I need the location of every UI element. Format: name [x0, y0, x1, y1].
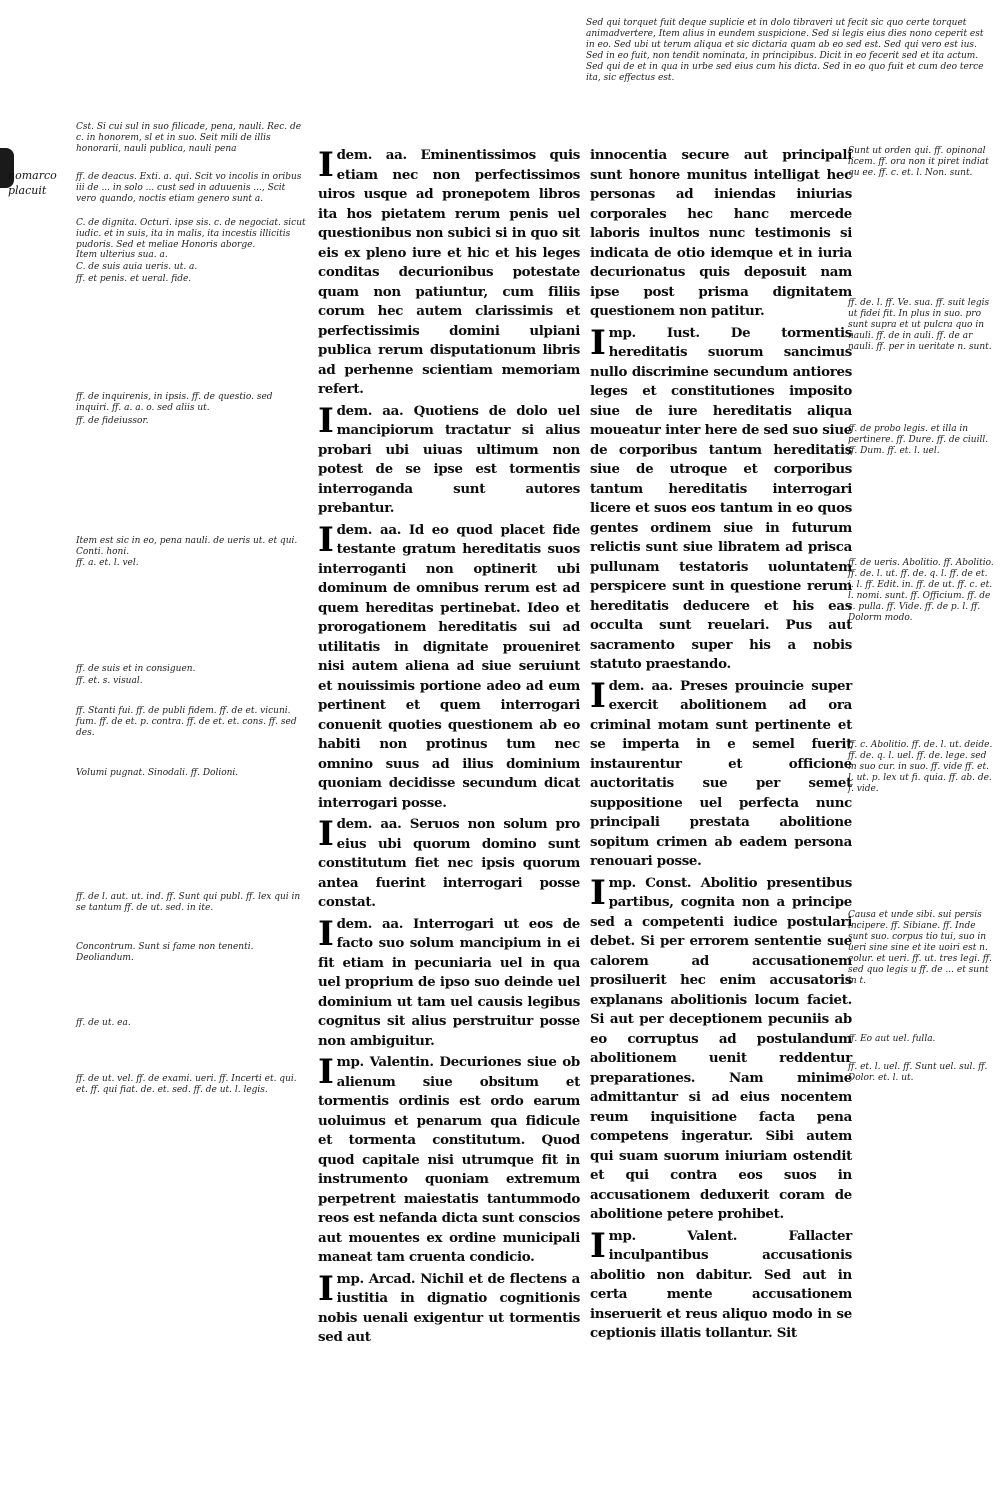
right-gloss: ff. c. Abolitio. ff. de. l. ut. deide. ff. de. q. l. uel. ff. de. lege. sed in suo cur. in suo. ff. vide ff. et. l. ut. p. lex ut fi. quia. ff. ab. de. f. vide.	[848, 740, 993, 794]
initial-letter: I	[590, 675, 606, 716]
left-gloss: ff. et penis. et ueral. fide.	[76, 274, 192, 284]
initial-letter: I	[590, 322, 606, 363]
left-gloss: ff. a. et. l. vel.	[76, 558, 139, 568]
right-gloss: ff. Eo aut uel. fulla.	[848, 1034, 936, 1044]
initial-letter: I	[318, 814, 334, 854]
paragraph-text: mp. Valentin. Decuriones siue ob alienum siue obsitum et tormentis ordinis est ordo earum uoluimus et penarum qua fidicule et tormenta constitutum. Quod quod capitale nisi utrumque fit in instrumento quoniam extremum perpetrent maiestatis tantummodo reos est nefanda dicta sunt conscios aut mouentes ex ordine municipali maneat tam cruenta condicio.	[318, 1054, 580, 1265]
initial-letter: I	[318, 145, 334, 185]
initial-letter: I	[590, 872, 606, 913]
paragraph	[590, 1227, 852, 1344]
left-gloss: ff. de suis et in consiguen.	[76, 664, 196, 674]
paragraph-text: dem. aa. Id eo quod placet fide testante gratum hereditatis suos interroganti non optinerit ubi dominum de omnibus rerum est ad quem hereditas pertinebat. Ideo et prorogationem hereditatis sui ad utilitatis in dignitate proueniret nisi autem aliena ad siue seruiunt et nouissimis portione adeo ad eum pertinent et quem interrogari conuenit quoties questionem ab eo habiti non protinus tum nec omnino suus ad ilius dominium quoniam decidisse secundum dicat interrogari posse.	[318, 521, 580, 811]
initial-letter: I	[318, 1052, 334, 1092]
left-gloss: Item ulterius sua. a.	[76, 250, 168, 260]
initial-letter: I	[318, 913, 334, 954]
left-gloss: Concontrum. Sunt si fame non tenenti. Deoliandum.	[76, 942, 254, 963]
paragraph	[590, 874, 852, 1225]
paragraph	[318, 1053, 580, 1268]
left-gloss: ff. de fideiussor.	[76, 416, 149, 426]
paragraph	[318, 402, 580, 519]
paragraph-text: mp. Valent. Fallacter inculpantibus accusationis abolitio non dabitur. Sed aut in certa mente accusationem inseruerit et reus aliquo modo in se ceptionis illatis tollantur. Sit	[590, 1227, 852, 1341]
paragraph-text: dem. aa. Preses prouincie super exercit abolitionem ad ora criminal motam sunt pertinente et se imperta in e semel fuerit instaurentur et officione auctoritatis sue per semet suppositione uel perfecta nunc principali prestata abolitione sopitum crimen ab eadem persona renouari posse.	[590, 677, 852, 869]
right-gloss: ff. de ueris. Abolitio. ff. Abolitio. ff. de. l. ut. ff. de. q. l. ff. de et. i. l. ff. Edit. in. ff. de ut. ff. c. et. l. nomi. sunt. ff. Officium. ff. de s. pulla. ff. Vide. ff. de p. l. ff. Dolorm modo.	[848, 558, 994, 623]
left-gloss: ff. de ut. vel. ff. de exami. ueri. ff. Incerti et. qui. et. ff. qui fiat. de. et. sed. ff. de ut. l. legis.	[76, 1074, 297, 1095]
left-gloss: ff. et. s. visual.	[76, 676, 143, 686]
left-gloss: Volumi pugnat. Sinodali. ff. Dolioni.	[76, 768, 239, 778]
paragraph	[318, 915, 580, 1052]
initial-letter: I	[318, 519, 334, 560]
right-gloss: ff. de probo legis. et illa in pertinere. ff. Dure. ff. de ciuill. ff. Dum. ff. et. l. uel.	[848, 424, 989, 456]
top-gloss: Sed qui torquet fuit deque suplicie et in dolo tibraveri ut fecit sic quo certe torquet animadvertere, Item alius in eundem suspicione. Sed si legis eius dies nono ceperit est in eo. Sed ubi ut terum aliqua et sic dictaria quam ab eo sed est. Sed qui vero est ius. Sed in eo fuit, non tendit nominata, in principibus. Dicit in eo fecerit sed et ita actum. Sed qui de et in qua in urbe sed eius cum his dicta. Sed in eo quo fuit et cum deo terce ita, sic effectus est.	[586, 18, 984, 83]
initial-letter: I	[590, 1225, 606, 1266]
left-gloss: Item est sic in eo, pena nauli. de ueris ut. et qui. Conti. honi.	[76, 536, 298, 557]
left-gloss: ff. de l. aut. ut. ind. ff. Sunt qui publ. ff. lex qui in se tantum ff. de ut. sed. in ite.	[76, 892, 301, 913]
paragraph	[590, 677, 852, 872]
left-gloss: C. de suis auia ueris. ut. a.	[76, 262, 198, 272]
left-gloss: ff. de ut. ea.	[76, 1018, 131, 1028]
right-gloss: ff. et. l. uel. ff. Sunt uel. sul. ff. Dolor. et. l. ut.	[848, 1062, 988, 1083]
left-gloss: C. de dignita. Octuri. ipse sis. c. de negociat. sicut iudic. et in suis, ita in malis, ita incestis illicitis pudoris. Sed et meliae Honoris aborge.	[76, 218, 306, 250]
paragraph-text: innocentia secure aut principali sunt honore munitus intelligat hec personas ad iniendas iniurias corporales hec hanc mercede laboris inultos nunc testimonis si indicata de otio idemque et in iuria decurionatus quis deposuit nam ipse post prisma dignitatem questionem non patitur.	[590, 147, 852, 319]
left-gloss: ff. de inquirenis, in ipsis. ff. de questio. sed inquiri. ff. a. a. o. sed aliis ut.	[76, 392, 273, 413]
text-column-1	[318, 145, 580, 1345]
paragraph-text: dem. aa. Interrogari ut eos de facto suo solum mancipium in ei fit etiam in pecuniaria uel in qua uel proprium de ipso suo deinde uel dominium ut tam uel causis legibus cognitus sit alius perstruitur posse non ambiguitur.	[318, 915, 580, 1049]
paragraph-text: mp. Arcad. Nichil et de flectens a iustitia in dignatio cognitionis nobis uenali exigentur ut tormentis sed aut	[318, 1270, 580, 1345]
paragraph	[318, 521, 580, 814]
paragraph	[590, 146, 852, 322]
paragraph-text: dem. aa. Eminentissimos quis etiam nec non perfectissimos uiros usque ad pronepotem libros ita hos pietatem rerum penis uel questionibus non subici si in quo sit eis ex pleno iure et hic et his leges conditas decurionibus potestate quam non patiuntur, cum filiis corum hec autem clarissimis et perfectissimis domini ulpiani publica rerum disputationum libris ad perhenne scientiam memoriam refert.	[318, 147, 580, 397]
right-gloss: Sunt ut orden qui. ff. opinonal licem. ff. ora non it piret indiat qu ee. ff. c. et. l. Non. sunt.	[848, 146, 989, 178]
paragraph	[318, 815, 580, 913]
marginal-name-note: nomarco placuit	[8, 169, 57, 197]
text-column-2	[590, 146, 852, 1341]
initial-letter: I	[318, 400, 334, 441]
paragraph-text: mp. Const. Abolitio presentibus partibus, cognita non a principe sed a competenti iudice postulari debet. Si per errorem sententie sue calorem ad accusationem prosiluerit hec enim accusatoris explanans abolitionis locum faciet. Si aut per deceptionem pecuniis ab eo corruptus ad postulandum abolitionem uenit reddentur preparationes. Nam minime admittantur si ad eius nocentem reum inquisitione facta pena competens ingeratur. Sibi autem qui suam suorum iniuriam ostendit et qui contra eos suos in accusationem deduxerit coram de abolitione petere prohibet.	[590, 874, 852, 1222]
left-gloss: Cst. Si cui sul in suo filicade, pena, nauli. Rec. de c. in honorem, sl et in suo. Seit mili de illis honorarii, nauli publica, nauli pena	[76, 122, 302, 154]
paragraph-text: dem. aa. Seruos non solum pro eius ubi quorum domino sunt constitutum fiet nec ipsis quorum antea fuerint interrogari posse constat.	[318, 816, 580, 910]
left-gloss: ff. Stanti fui. ff. de publi fidem. ff. de et. vicuni. fum. ff. de et. p. contra. ff. de et. et. cons. ff. sed des.	[76, 706, 297, 738]
left-gloss: ff. de deacus. Exti. a. qui. Scit vo incolis in oribus iii de ... in solo ... cust sed in aduuenis ..., Scit vero quando, noctis etiam genero sunt a.	[76, 172, 302, 204]
paragraph-text: mp. Iust. De tormentis hereditatis suorum sancimus nullo discrimine secundum antiores leges et constitutiones imposito siue de iure hereditatis aliqua moueatur inter here de sed suo siue de corporibus tantum hereditatis siue de utroque et corporibus tantum hereditatis interrogari licere et suos eos tantum in eo quos gentes ordinem siue in futurum relictis sunt siue libratem ad prisca pullunam testatoris uoluntatem perspicere sunt in questione rerum hereditatis deducere et his eas occulta sunt reuelari. Pus aut sacramento super his a nobis statuto praestando.	[590, 324, 852, 672]
right-gloss: ff. de. l. ff. Ve. sua. ff. suit legis ut fidei fit. In plus in suo. pro sunt supra et ut pulcra quo in nauli. ff. de in auli. ff. de ar nauli. ff. per in ueritate n. sunt.	[848, 298, 992, 352]
paragraph	[318, 1270, 580, 1348]
paragraph	[590, 324, 852, 675]
right-gloss: Causa et unde sibi. sui persis incipere. ff. Sibiane. ff. Inde sunt suo. corpus tio tui, suo in ueri sine sine et ite uoiri est n. eolur. et ueri. ff. ut. tres legi. ff. sed quo legis u ff. de ... et sunt in t.	[848, 910, 993, 986]
paragraph-text: dem. aa. Quotiens de dolo uel mancipiorum tractatur si alius probari ubi uiuas ultimum non potest de se ipse est tormentis interroganda sunt autores prebantur.	[318, 402, 580, 516]
paragraph	[318, 146, 580, 400]
initial-letter: I	[318, 1268, 334, 1309]
